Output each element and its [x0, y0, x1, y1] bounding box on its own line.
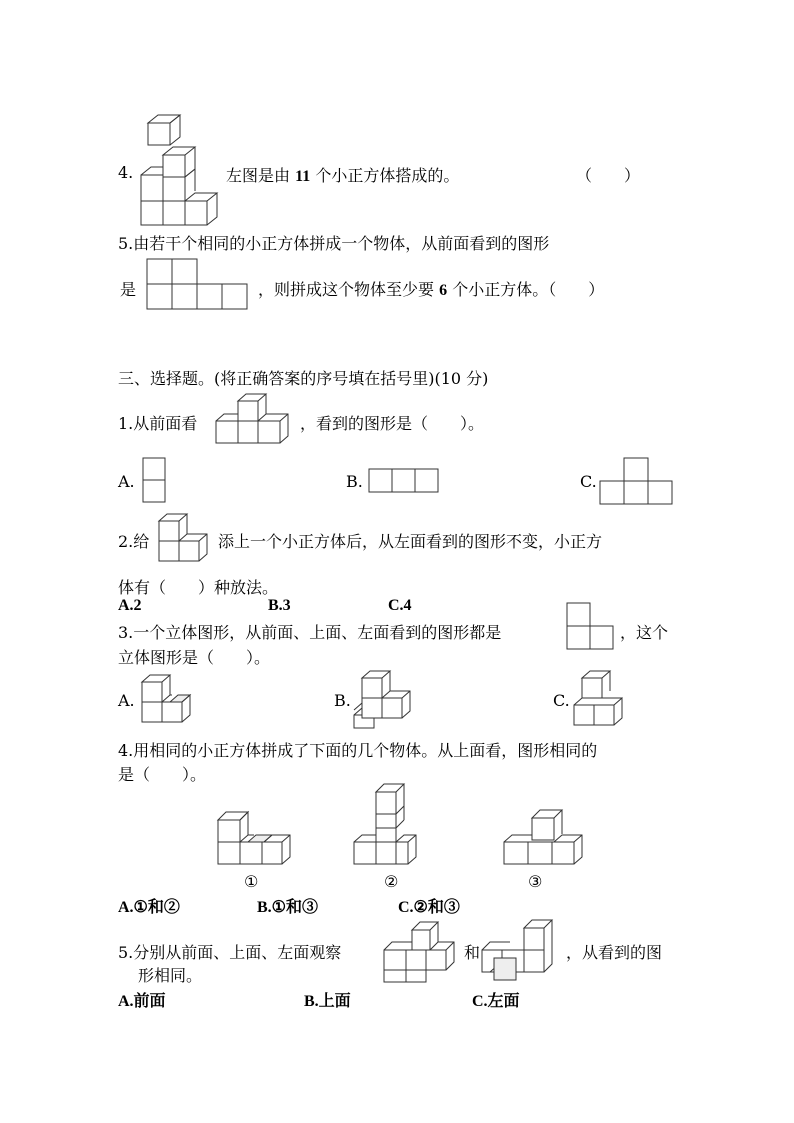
judge-q5-line1: 5.由若干个相同的小正方体拼成一个物体，从前面看到的图形: [118, 234, 550, 253]
choice-q3-text-c: 立体图形是（ ）。: [118, 648, 271, 667]
choice-q5-option-c[interactable]: C.左面: [472, 993, 520, 1010]
choice-q1-option-c-label[interactable]: C.: [580, 472, 597, 491]
choice-q4-text-b: 是（ ）。: [118, 765, 207, 784]
figure-label-3: ③: [528, 872, 543, 891]
choice-q3-option-a-label[interactable]: A.: [118, 691, 135, 710]
choice-q3-text-a: 3.一个立体图形，从前面、上面、左面看到的图形都是: [118, 623, 502, 642]
choice-q3-option-c-shape[interactable]: [572, 668, 632, 732]
choice-q4-text-a: 4.用相同的小正方体拼成了下面的几个物体。从上面看，图形相同的: [118, 741, 598, 760]
choice-q3-option-b-shape[interactable]: [352, 668, 414, 732]
choice-q3-option-b-label[interactable]: B.: [334, 691, 351, 710]
choice-q5-and: 和: [464, 943, 481, 962]
figure-label-1: ①: [244, 872, 259, 891]
choice-q5-option-b[interactable]: B.上面: [304, 993, 351, 1010]
choice-q1-option-b-shape[interactable]: [368, 468, 442, 494]
choice-q5-text-c: 形相同。: [138, 966, 203, 985]
judge-q4-bold-number: 11: [295, 168, 311, 185]
judge-q4-text-b: 个小正方体搭成的。: [315, 166, 460, 185]
view-grid-choice3: [566, 602, 618, 652]
judge-q5-bold-number: 6: [439, 282, 448, 299]
figure-label-2: ②: [384, 872, 399, 891]
judge-q5-is: 是: [120, 280, 137, 299]
judge-q4-text: [226, 163, 459, 186]
cube-figure-choice1: [214, 393, 294, 448]
choice-q2-option-b[interactable]: B.3: [268, 597, 291, 614]
front-view-grid-judge5: [146, 258, 250, 312]
choice-q1-option-c-shape[interactable]: [600, 457, 676, 507]
choice-q3-option-c-label[interactable]: C.: [553, 691, 570, 710]
judge-q5-text-a: ，则拼成这个物体至少要: [258, 280, 435, 299]
judge-q5-text-b: 个小正方体。（ ）: [452, 280, 605, 299]
choice-q2-text-b: 添上一个小正方体后，从左面看到的图形不变，小正方: [218, 532, 603, 551]
choice-q1-text-b: ，看到的图形是（ ）。: [300, 414, 485, 433]
choice-q2-option-a[interactable]: A.2: [118, 597, 142, 614]
judge-q5-text: [258, 277, 604, 300]
judge-q4-number: 4.: [118, 163, 134, 182]
choice-q5-text-a: 5.分别从前面、上面、左面观察: [118, 943, 342, 962]
cube-figure-choice5-right: [480, 918, 560, 984]
choice-q5-text-b: ，从看到的图: [566, 943, 663, 962]
choice-q5-option-a[interactable]: A.前面: [118, 993, 166, 1010]
cube-figure-1: [216, 804, 296, 868]
judge-q4-text-a: 左图是由: [226, 166, 291, 185]
cube-figure-choice2: [157, 512, 212, 564]
choice-q1-text-a: 1.从前面看: [118, 414, 198, 433]
choice-q2-option-c[interactable]: C.4: [388, 597, 412, 614]
choice-q1-option-a-shape[interactable]: [142, 457, 168, 505]
choice-q2-text-c: 体有（ ）种放法。: [118, 578, 279, 597]
choice-q4-option-b[interactable]: B.①和③: [257, 899, 319, 916]
cube-figure-3: [502, 804, 584, 868]
choice-q4-option-c[interactable]: C.②和③: [398, 899, 460, 916]
cube-stack-figure-judge4: [138, 113, 223, 228]
cube-figure-2: [352, 782, 432, 868]
choice-q1-option-b-label[interactable]: B.: [346, 472, 363, 491]
section-heading-choice: 三、选择题。(将正确答案的序号填在括号里)(10 分): [118, 369, 489, 388]
cube-figure-choice5-left: [382, 918, 462, 984]
choice-q2-text-a: 2.给: [118, 532, 150, 551]
choice-q3-text-b: ，这个: [620, 623, 669, 642]
choice-q3-option-a-shape[interactable]: [140, 672, 198, 730]
choice-q4-option-a[interactable]: A.①和②: [118, 899, 180, 916]
choice-q1-option-a-label[interactable]: A.: [118, 472, 135, 491]
judge-q4-answer-paren[interactable]: （ ）: [576, 166, 641, 185]
